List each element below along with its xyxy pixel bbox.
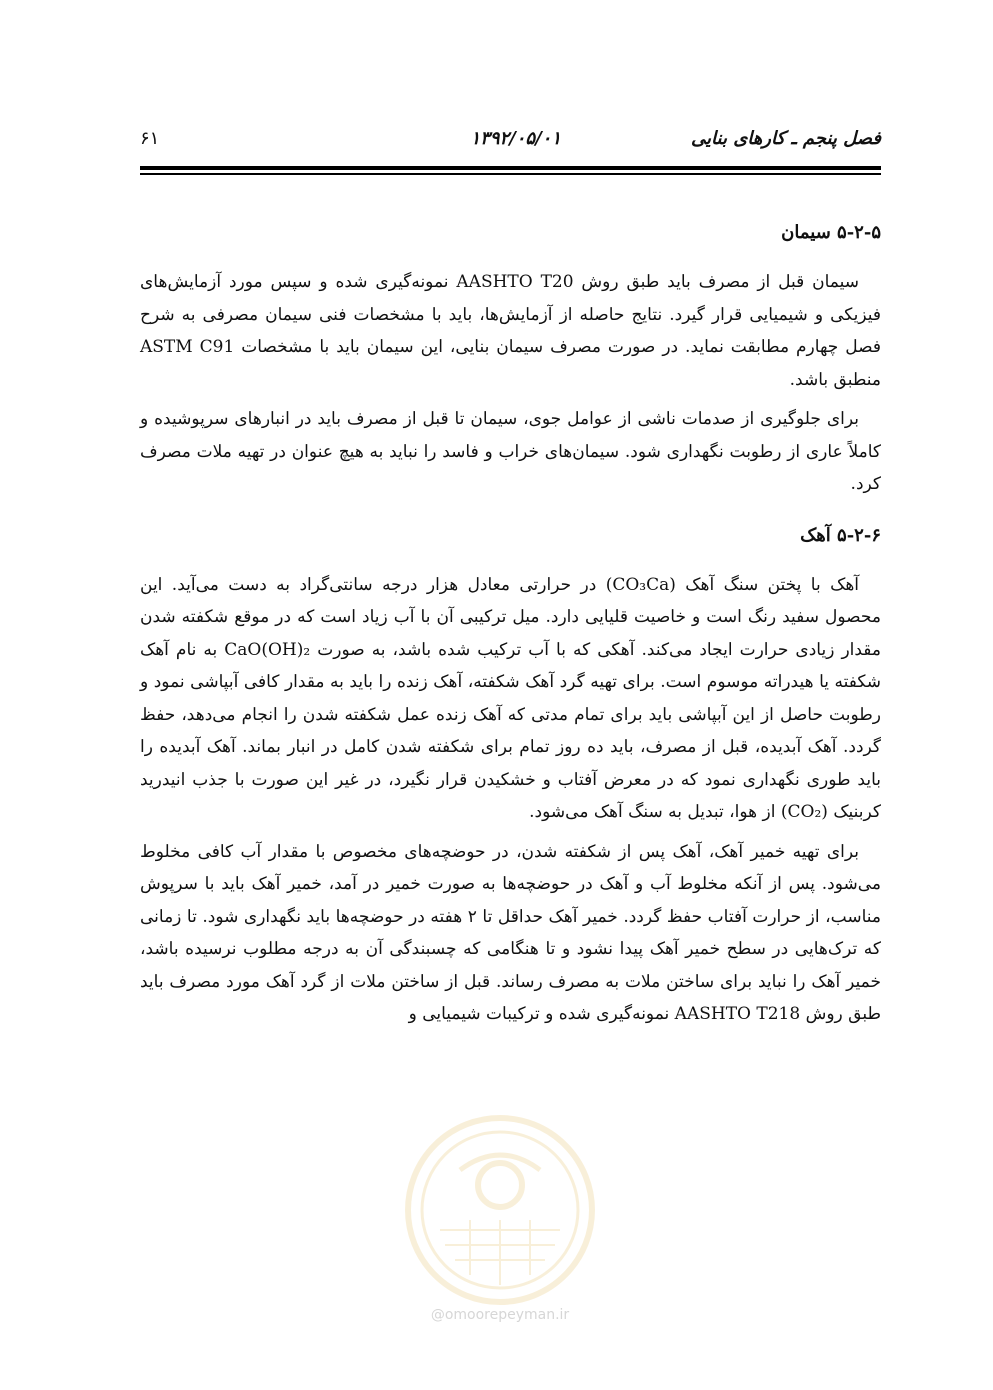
section-heading-lime: ۵-۲-۶ آهک [800, 524, 881, 546]
paragraph-cement-1: سیمان قبل از مصرف باید طبق روش AASHTO T20 نمونه‌گیری شده و سپس مورد آزمایش‌های فیزیکی و شیمیایی قرار گیرد. نتایج حاصله از آزمایش‌ها، باید با مشخصات فنی سیمان مصرفی به شرح فصل چهارم مطابقت نماید. در صورت مصرف سیمان بنایی، این سیمان باید با مشخصات ASTM C91 منطبق باشد. [140, 272, 881, 390]
page-content [140, 218, 881, 1038]
page-number: ۶۱ [140, 128, 160, 149]
omoore-peyman-logo-icon [400, 1110, 600, 1310]
paragraph-cement-2: برای جلوگیری از صدمات ناشی از عوامل جوی، سیمان تا قبل از مصرف باید در انبارهای سرپوشیده و کاملاً عاری از رطوبت نگهداری شود. سیمان‌های خراب و فاسد را نباید به هیچ عنوان در تهیه ملات مصرف کرد. [140, 409, 881, 494]
paragraph-lime-2: برای تهیه خمیر آهک، آهک پس از شکفته شدن، در حوضچه‌های مخصوص با مقدار آب کافی مخلوط می‌شود. پس از آنکه مخلوط آب و آهک در حوضچه‌ها به صورت خمیر در آمد، خمیر آهک باید با سرپوش مناسب، از حرارت آفتاب حفظ گردد. خمیر آهک حداقل تا ۲ هفته در حوضچه‌ها باید نگهداری شود. تا زمانی که ترک‌هایی در سطح خمیر آهک پیدا نشود و تا هنگامی که چسبندگی آن به درجه مطلوب نرسیده باشد، خمیر آهک را نباید برای ساختن ملات به مصرف رساند. قبل از ساختن ملات از گرد آهک مورد مصرف باید طبق روش AASHTO T218 نمونه‌گیری شده و ترکیبات شیمیایی و [140, 841, 881, 1024]
watermark-text: @omoorepeyman.ir [430, 1307, 570, 1323]
paragraph-lime-1: آهک با پختن سنگ آهک (CO₃Ca) در حرارتی معادل هزار درجه سانتی‌گراد به دست می‌آید. این محصول سفید رنگ است و خاصیت قلیایی دارد. میل ترکیبی آن با آب زیاد است که در موقع شکفته شدن مقدار زیادی حرارت ایجاد می‌کند. آهکی که با آب ترکیب شده باشد، به صورت CaO(OH)₂ به نام آهک شکفته یا هیدراته موسوم است. برای تهیه گرد آهک شکفته، آهک زنده را باید به مقدار کافی آبپاشی نمود و رطوبت حاصل از این آبپاشی باید برای تمام مدتی که آهک زنده عمل شکفته شدن را انجام می‌دهد، حفظ گردد. آهک آبدیده، قبل از مصرف، باید ده روز تمام برای شکفته شدن کامل در انبار بماند. آهک آبدیده را باید طوری نگهداری نمود که در معرض آفتاب و خشکیدن قرار نگیرد، در غیر این صورت با جذب انیدرید کربنیک (CO₂) از هوا، تبدیل به سنگ آهک می‌شود. [140, 574, 882, 822]
page-header [140, 128, 881, 158]
header-rule-thick [140, 166, 881, 170]
section-heading-cement: ۵-۲-۵ سیمان [781, 222, 881, 243]
chapter-title: فصل پنجم ـ کارهای بنایی [691, 128, 881, 149]
header-date: ۱۳۹۲/۰۵/۰۱ [470, 128, 561, 149]
header-rule-thin [140, 173, 881, 175]
